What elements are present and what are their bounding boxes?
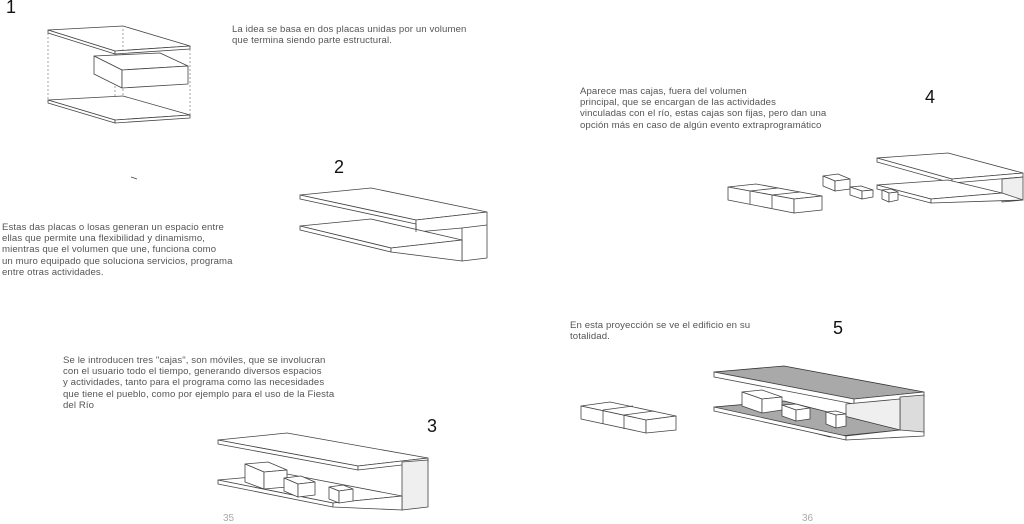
page-number-left: 35 — [223, 513, 235, 524]
step-1-number: 1 — [6, 0, 17, 17]
step-4-description: Aparece mas cajas, fuera del volumen principal, que se encargan de las actividades vinculadas con el río, estas cajas son fijas, pero dan una opción más en caso de algún evento extraprogramático — [580, 86, 827, 131]
step-1-description: La idea se basa en dos placas unidas por un volumen que termina siendo parte estructural. — [232, 24, 467, 47]
page-number-right: 36 — [802, 513, 814, 524]
step-5-description: En esta proyección se ve el edificio en su totalidad. — [570, 320, 751, 343]
step-2-description: Estas das placas o losas generan un espacio entre ellas que permite una flexibilidad y dinamismo, mientras que el volumen que une, funciona como un muro equipado que soluciona servicios, programa entre otras actividades. — [2, 222, 233, 278]
step-3-number: 3 — [427, 416, 438, 436]
step-5-number: 5 — [833, 318, 844, 338]
step-3-description: Se le introducen tres "cajas", son móviles, que se involucran con el usuario todo el tiempo, generando diversos espacios y actividades, tanto para el programa como las necesidades que tiene el pueblo, como por ejemplo para el uso de la Fiesta del Río — [63, 355, 335, 411]
step-4-number: 4 — [925, 87, 936, 107]
step-2-number: 2 — [334, 157, 345, 177]
